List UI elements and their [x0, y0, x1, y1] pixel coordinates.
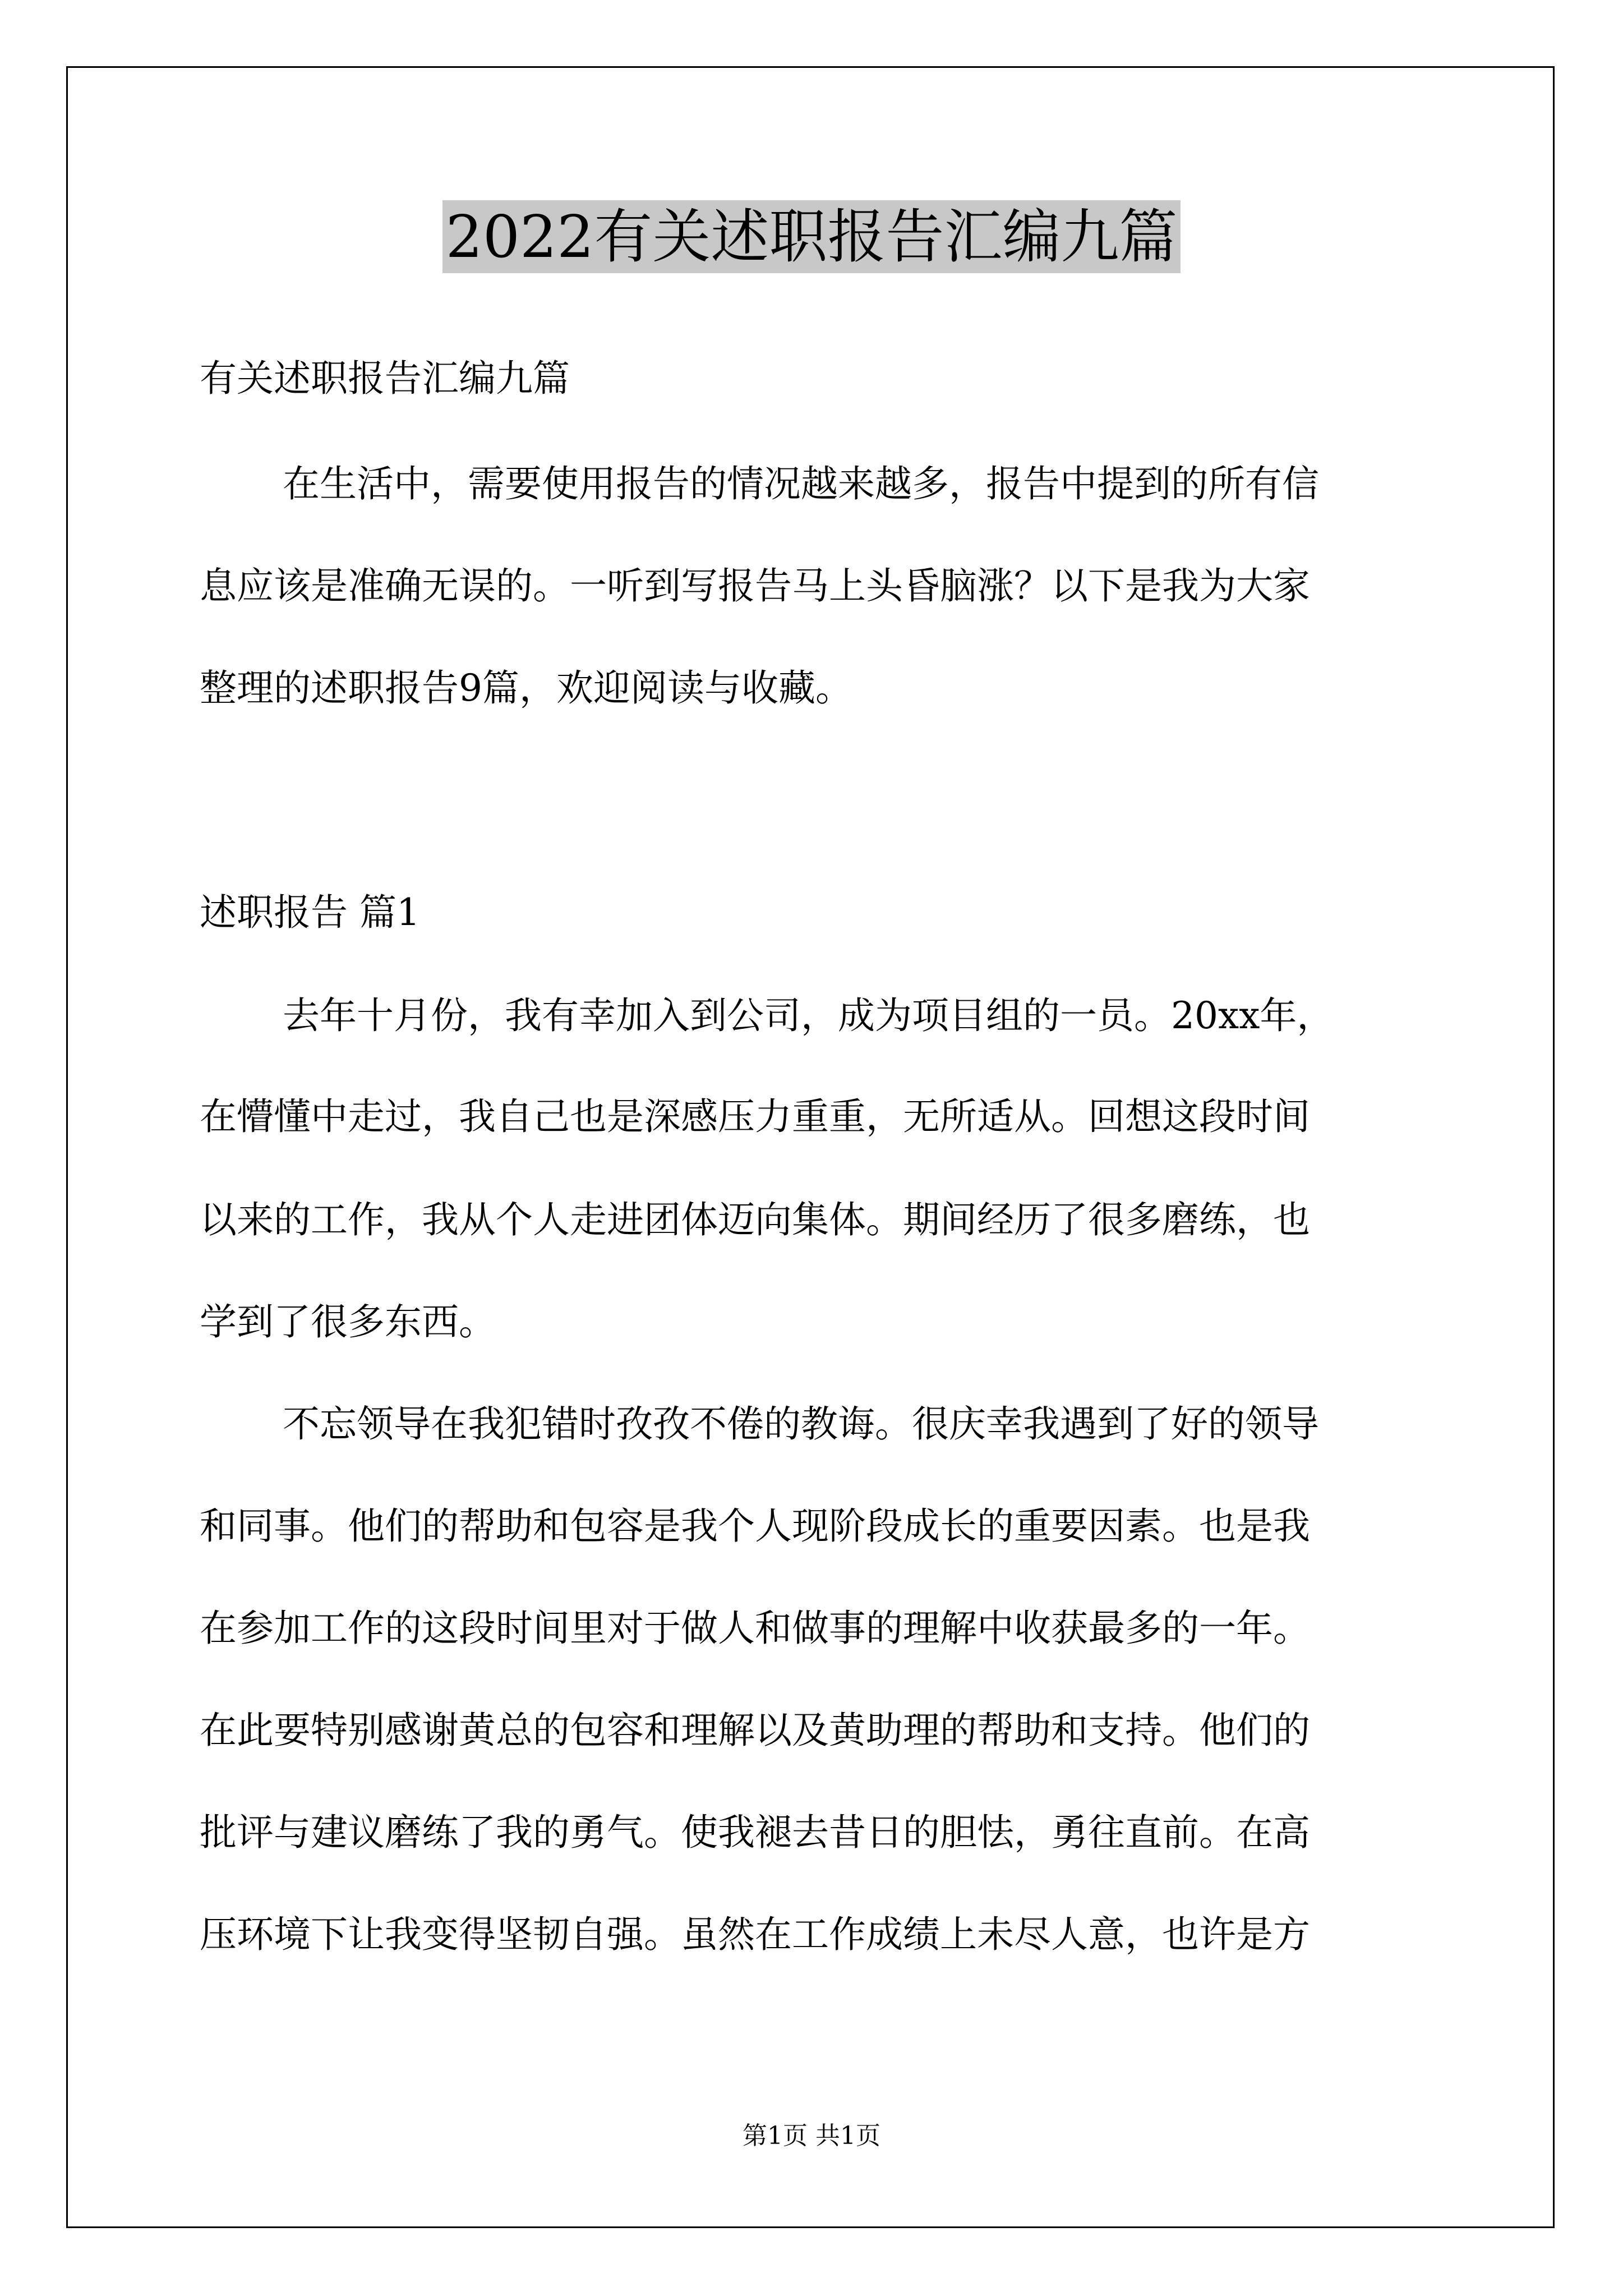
para1-line-4: 学到了很多东西。: [200, 1300, 496, 1343]
para2-line-3: 在参加工作的这段时间里对于做人和做事的理解中收获最多的一年。: [200, 1607, 1310, 1650]
para2-line-4: 在此要特别感谢黄总的包容和理解以及黄助理的帮助和支持。他们的: [200, 1709, 1310, 1752]
document-title-text: 2022有关述职报告汇编九篇: [442, 200, 1181, 273]
section-heading: 述职报告 篇1: [200, 891, 420, 934]
para2-line-2: 和同事。他们的帮助和包容是我个人现阶段成长的重要因素。也是我: [200, 1504, 1310, 1548]
para1-line-2: 在懵懂中走过，我自己也是深感压力重重，无所适从。回想这段时间: [200, 1095, 1310, 1138]
para2-line-6: 压环境下让我变得坚韧自强。虽然在工作成绩上未尽人意，也许是方: [200, 1913, 1310, 1956]
para2-line-1: 不忘领导在我犯错时孜孜不倦的教诲。很庆幸我遇到了好的领导: [283, 1402, 1319, 1446]
document-subtitle: 有关述职报告汇编九篇: [200, 357, 570, 400]
page-footer: 第1页 共1页: [743, 2122, 880, 2150]
para1-line-1: 去年十月份，我有幸加入到公司，成为项目组的一员。20xx年，: [283, 994, 1334, 1037]
document-title: [0, 197, 1623, 276]
intro-line-1: 在生活中，需要使用报告的情况越来越多，报告中提到的所有信: [283, 462, 1319, 505]
para1-line-3: 以来的工作，我从个人走进团体迈向集体。期间经历了很多磨练，也: [200, 1198, 1310, 1241]
intro-line-2: 息应该是准确无误的。一听到写报告马上头昏脑涨？以下是我为大家: [200, 564, 1310, 608]
para2-line-5: 批评与建议磨练了我的勇气。使我褪去昔日的胆怯，勇往直前。在高: [200, 1811, 1310, 1854]
intro-line-3: 整理的述职报告9篇，欢迎阅读与收藏。: [200, 666, 852, 710]
